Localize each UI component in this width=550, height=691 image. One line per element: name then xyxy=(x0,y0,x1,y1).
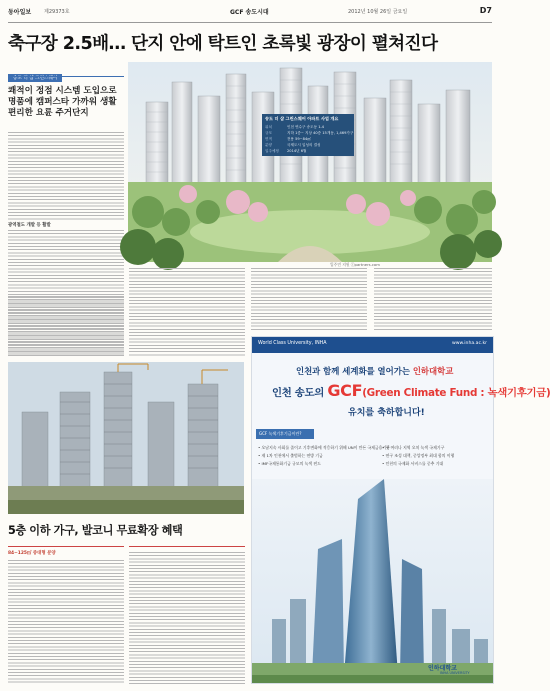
complex-rendering-photo xyxy=(128,62,492,262)
info-key: 규모 xyxy=(265,131,272,135)
body-text-block xyxy=(129,268,245,356)
body-text-block xyxy=(8,560,124,684)
ad-top-bar xyxy=(252,337,493,353)
info-row xyxy=(265,137,311,142)
ad-gcf-explainer-label xyxy=(256,429,314,439)
ad-bullet: • 인천의 국제화 서비스를 중추 기대 xyxy=(382,461,444,466)
publication-date: 2012년 10월 26일 금요일 xyxy=(348,9,408,15)
info-key: 입주예정 xyxy=(265,149,279,153)
issue-number: 제29373호 xyxy=(44,9,70,15)
masthead xyxy=(8,6,492,23)
ad-gcf-explainer-text: GCF 녹색기후기금이란? xyxy=(259,431,302,436)
photo-caption: 입주민 지원 ⓒpartners.com xyxy=(330,262,380,267)
section-name: GCF 송도시대 xyxy=(230,9,269,16)
ad-city-photo xyxy=(252,479,493,683)
body-text-block xyxy=(8,132,124,220)
page-number: D7 xyxy=(479,6,492,15)
ad-line1-text: 인천과 함께 세계화를 열어가는 xyxy=(296,366,413,376)
summary-label: 송도 더 샵 그린스퀘어 xyxy=(8,74,62,82)
ad-brand-tagline: World Class University, INHA xyxy=(258,341,327,346)
ad-headline-line1 xyxy=(296,365,453,377)
section-rule xyxy=(8,546,124,547)
ad-bullet: • 제 1차 인천에서 출범하는 연방 기금 xyxy=(258,453,323,458)
ad-bullet: • 연구 조성 대책, 중앙정부 최대 합의 이행 xyxy=(382,453,455,458)
construction-site-photo xyxy=(8,362,244,514)
construction-site-image xyxy=(8,362,244,514)
ad-headline-line2 xyxy=(272,381,550,400)
ad-city-image xyxy=(252,479,493,683)
body-text-block xyxy=(129,552,245,684)
info-key: 분양 xyxy=(265,143,272,147)
ad-line2-accent: (Green Climate Fund : 녹색기후기금) xyxy=(362,387,550,399)
info-value: 인천 연수구 송도동 1-4 xyxy=(287,125,325,129)
body-text-block xyxy=(251,268,367,330)
body-text-block xyxy=(374,268,492,330)
summary-subhead: 광역철도 개발 등 활발 xyxy=(8,223,51,228)
info-value: 전용 59~84㎡ xyxy=(287,137,311,141)
info-box-title: 송도 더 샵 그린스퀘어 아파트 사업 개요 xyxy=(265,116,339,121)
summary-deck: 쾌적이 정점 시스템 도입으로 명품에 캠퍼스타 가까워 생활 편리한 요륜 주거단지 xyxy=(8,86,117,118)
headline: 축구장 2.5배… 단지 안에 탁트인 초록빛 광장이 펼쳐진다 xyxy=(8,34,438,54)
info-row xyxy=(265,149,307,154)
info-value: 국제도시 입성의 결성 xyxy=(287,143,321,147)
info-key: 위치 xyxy=(265,125,272,129)
body-text-block xyxy=(8,296,124,356)
section-rule xyxy=(129,546,245,547)
inha-university-ad xyxy=(251,336,550,684)
ad-headline-line3: 유치를 축하합니다! xyxy=(348,408,425,418)
ad-university-name-en: INHA UNIVERSITY xyxy=(440,671,470,675)
project-info-box xyxy=(262,114,354,156)
info-value: 2014년 6월 xyxy=(287,149,307,153)
ad-line1-accent: 인하대학교 xyxy=(412,366,454,376)
ad-bullet: • 오남지속 사회를 줄이고 기후변화에 적응하기 위해 UN이 만든 국제금융기구 xyxy=(258,445,390,450)
ad-url-link[interactable]: www.inha.ac.kr xyxy=(451,341,487,346)
complex-rendering-image xyxy=(128,62,492,262)
subhead-units: 84~125㎡ 중대형 분양 xyxy=(8,551,56,556)
ad-bullet: • 첫 여러나 지역 오치 녹색 국제기구 xyxy=(382,445,445,450)
summary-rule xyxy=(8,76,124,77)
info-value: 지하 1층~ 지상 40층 15개동, 1,469가구 xyxy=(287,131,354,135)
info-row xyxy=(265,143,321,148)
ad-bullet: • IMF국제통화기금 규모의 녹색 펀드 xyxy=(258,461,321,466)
info-row xyxy=(265,125,324,130)
info-row xyxy=(265,131,353,136)
paper-name: 동아일보 xyxy=(8,9,32,16)
ad-line2-text: 인천 송도의 xyxy=(272,387,328,399)
ad-university-name: 인하대학교 xyxy=(428,665,457,672)
info-key: 면적 xyxy=(265,137,272,141)
summary-box xyxy=(8,64,124,266)
sub-headline: 5층 이하 가구, 발코니 무료확장 혜택 xyxy=(8,524,183,537)
ad-gcf-mark: GCF xyxy=(327,381,363,400)
